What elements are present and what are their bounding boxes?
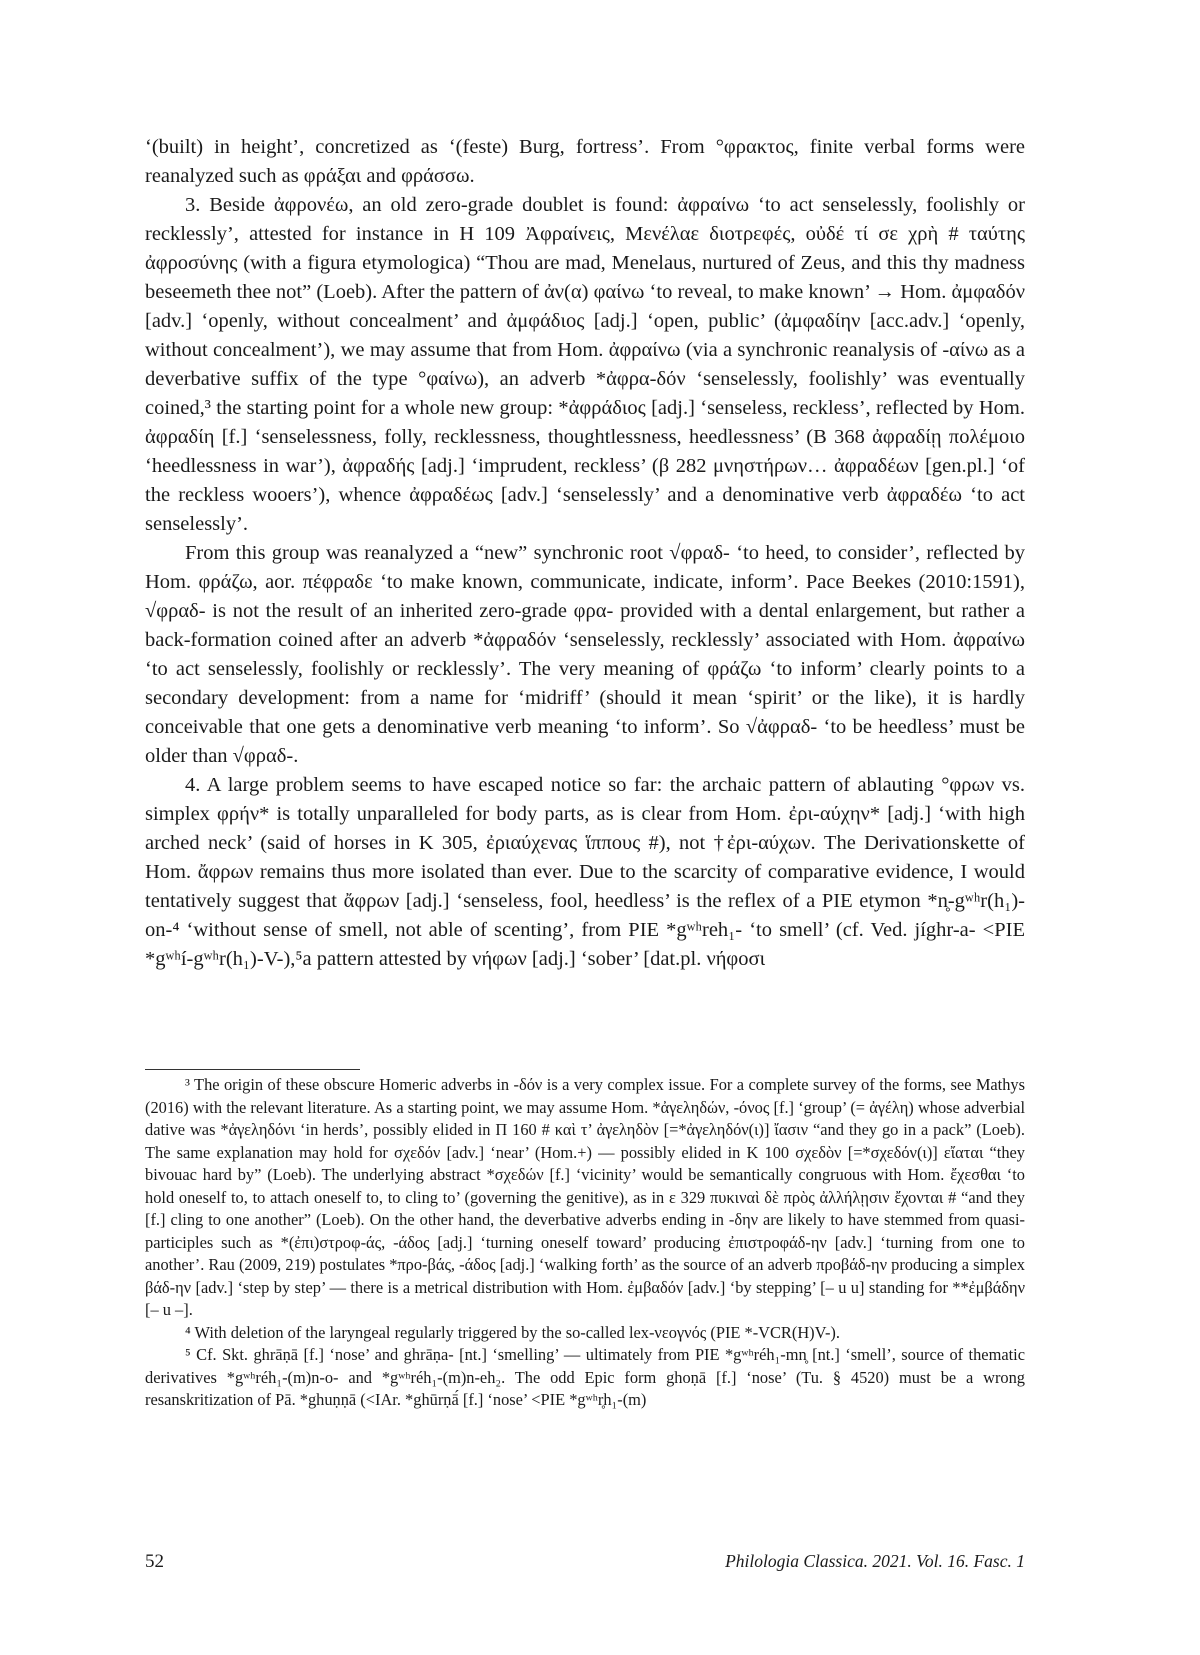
paragraph-3 [145,539,1025,771]
paragraph-1 [145,133,1025,191]
running-footer [145,1551,1025,1581]
main-text [145,133,1025,974]
paragraph-text: From this group was reanalyzed a “new” synchronic root √φραδ- ‘to heed, to consider’, reflected by Hom. φράζω, aor. πέφραδε ‘to make known, communicate, indicate, inform’. Pace Beekes (2010:1591), √φραδ- is not the result of an inherited zero-grade φρα- provided with a dental enlargement, but rather a back-formation coined after an adverb *ἀφραδόν ‘senselessly, recklessly’ associated with Hom. ἀφραίνω ‘to act senselessly, foolishly or recklessly’. The very meaning of φράζω ‘to inform’ clearly points to a secondary development: from a name for ‘midriff’ (should it mean ‘spirit’ or the like), it is hardly conceivable that one gets a denominative verb meaning ‘to inform’. So √ἀφραδ- ‘to be heedless’ must be older than √φραδ-. [145,542,1025,767]
paragraph-text: 3. Beside ἀφρονέω, an old zero-grade doublet is found: ἀφραίνω ‘to act senselessly, foolishly or recklessly’, attested for instance in H 109 Ἀφραίνεις, Μενέλαε διοτρεφές, οὐδέ τί σε χρὴ # ταύτης ἀφροσύνης (with a figura etymologica) “Thou are mad, Menelaus, nurtured of Zeus, and this thy madness beseemeth thee not” (Loeb). After the pattern of ἀν(α) φαίνω ‘to reveal, to make known’ → Hom. ἀμφαδόν [adv.] ‘openly, without concealment’ and ἀμφάδιος [adj.] ‘open, public’ (ἀμφαδίην [acc.adv.] ‘openly, without concealment’), we may assume that from Hom. ἀφραίνω (via a synchronic reanalysis of -αίνω as a deverbative suffix of the type °φαίνω), an adverb *ἀφρα-δόν ‘senselessly, foolishly’ was eventually coined,³ the starting point for a whole new group: *ἀφράδιος [adj.] ‘senseless, reckless’, reflected by Hom. ἀφραδίη [f.] ‘senselessness, folly, recklessness, thoughtlessness, heedlessness’ (B 368 ἀφραδίῃ πολέμοιο ‘heedlessness in war’), ἀφραδής [adj.] ‘imprudent, reckless’ (β 282 μνηστήρων… ἀφραδέων [gen.pl.] ‘of the reckless wooers’), whence ἀφραδέως [adv.] ‘senselessly’ and a denominative verb ἀφραδέω ‘to act senselessly’. [145,194,1025,535]
paragraph-text: 4. A large problem seems to have escaped notice so far: the archaic pattern of ablauting °φρων vs. simplex φρήν* is totally unparalleled for body parts, as is clear from Hom. ἐρι-αύχην* [adj.] ‘with high arched neck’ (said of horses in K 305, ἐριαύχενας ἵππους #), not †ἐρι-αύχων. The Derivationskette of Hom. ἄφρων remains thus more isolated than ever. Due to the scarcity of comparative evidence, I would tentatively suggest that ἄφρων [adj.] ‘senseless, fool, heedless’ is the reflex of a PIE etymon *n̥-gʷʰr(h₁)-on-⁴ ‘without sense of smell, not able of scenting’, from PIE *gʷʰreh₁- ‘to smell’ (cf. Ved. jíghr-a- <PIE *gʷʰí-gʷʰr(h₁)-V-),⁵a pattern attested by νήφων [adj.] ‘sober’ [dat.pl. νήφοσι [145,774,1025,970]
footnotes [145,1074,1025,1412]
footnote-3: ³ The origin of these obscure Homeric adverbs in -δόν is a very complex issue. For a complete survey of the forms, see Mathys (2016) with the relevant literature. As a starting point, we may assume Hom. *ἀγεληδών, -όνος [f.] ‘group’ (= ἀγέλη) whose adverbial dative was *ἀγεληδόνι ‘in herds’, possibly elided in Π 160 # καὶ τ’ ἀγεληδὸν [=*ἀγεληδόν(ι)] ἴασιν “and they go in a pack” (Loeb). The same explanation may hold for σχεδόν [adv.] ‘near’ (Hom.+) — possibly elided in K 100 σχεδὸν [=*σχεδόν(ι)] εἴαται “they bivouac hard by” (Loeb). The underlying abstract *σχεδών [f.] ‘vicinity’ would be semantically congruous with Hom. ἔχεσθαι ‘to hold oneself to, to attach oneself to, to cling to’ (governing the genitive), as in ε 329 πυκιναὶ δὲ πρὸς ἀλλήλῃσιν ἔχονται # “and they [f.] cling to one another” (Loeb). On the other hand, the deverbative adverbs ending in -δην are likely to have stemmed from quasi-participles such as *(ἐπι)στροφ-άς, -άδος [adj.] ‘turning oneself toward’ producing ἐπιστροφάδ-ην [adv.] ‘turning from one to another’. Rau (2009, 219) postulates *προ-βάς, -άδος [adj.] ‘walking forth’ as the source of an adverb προβάδ-ην producing a simplex βάδ-ην [adv.] ‘step by step’ — there is a metrical distribution with Hom. ἐμβαδόν [adv.] ‘by stepping’ [– u u] standing for **ἐμβάδην [– u –]. [145,1075,1025,1319]
paragraph-4 [145,771,1025,974]
footnote-separator [145,1069,360,1070]
paragraph-text: ‘(built) in height’, concretized as ‘(feste) Burg, fortress’. From °φρακτος, finite verbal forms were reanalyzed such as φράξαι and φράσσω. [145,136,1025,187]
journal-citation: Philologia Classica. 2021. Vol. 16. Fasc. 1 [725,1551,1025,1571]
paragraph-2 [145,191,1025,539]
footnote-4: ⁴ With deletion of the laryngeal regularly triggered by the so-called lex-νεογνός (PIE *-VCR(H)V-). [185,1322,840,1342]
page-number: 52 [145,1551,164,1572]
footnote-5: ⁵ Cf. Skt. ghrāṇā [f.] ‘nose’ and ghrāṇa- [nt.] ‘smelling’ — ultimately from PIE *gʷʰréh₁-mn̥ [nt.] ‘smell’, source of thematic derivatives *gʷʰréh₁-(m)n-o- and *gʷʰréh₁-(m)n-eh₂. The odd Epic form ghoṇā [f.] ‘nose’ (Tu. § 4520) must be a wrong resanskritization of Pā. *ghuṇṇā (<IAr. *ghūrṇā́ [f.] ‘nose’ <PIE *gʷʰr̥h₁-(m) [145,1345,1025,1409]
